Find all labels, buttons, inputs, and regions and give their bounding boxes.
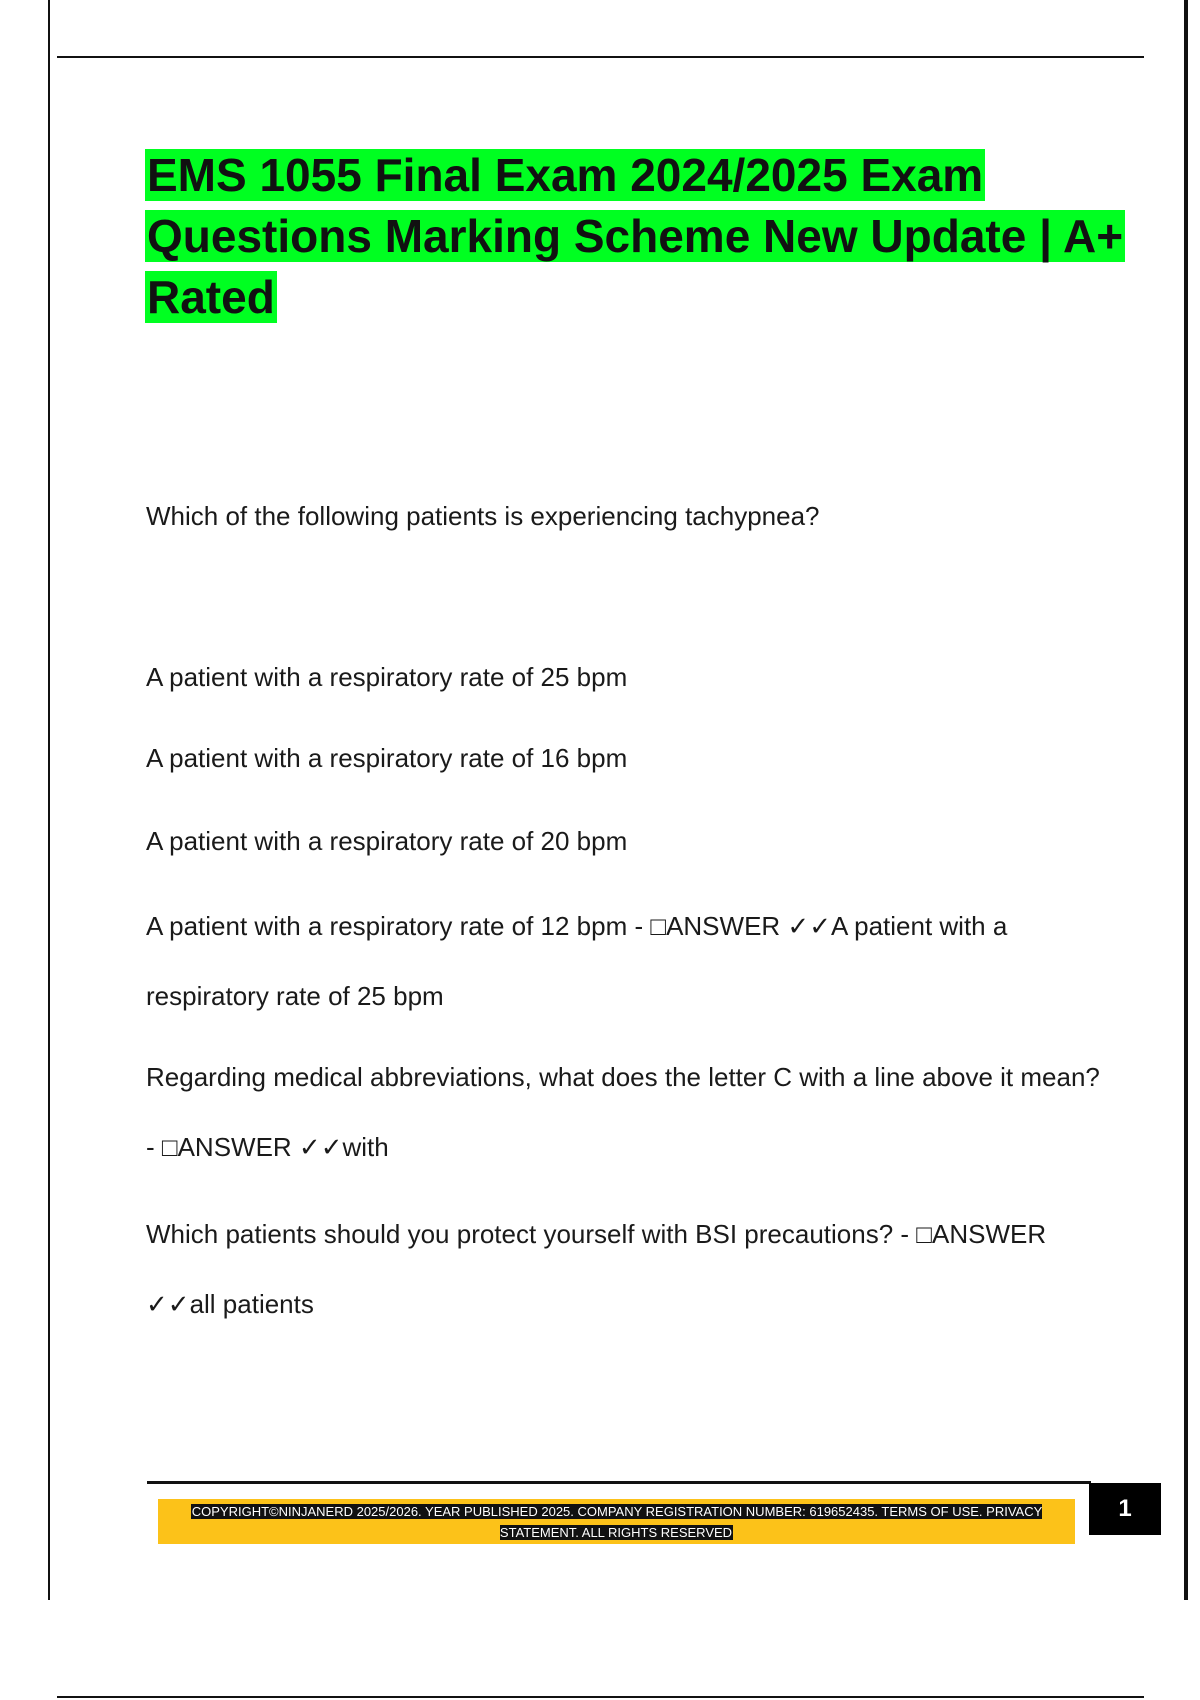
page-number: 1 [1089, 1483, 1161, 1535]
answer-option-3: A patient with a respiratory rate of 20 bpm [146, 826, 628, 856]
footer-copyright [170, 1501, 1063, 1543]
document-title-text: EMS 1055 Final Exam 2024/2025 Exam Questions Marking Scheme New Update | A+ Rated [147, 149, 1124, 323]
answer-option-4-with-answer: A patient with a respiratory rate of 12 bpm - □ANSWER ✓✓A patient with a respiratory rate of 25 bpm [146, 911, 1008, 1011]
answer-option-1: A patient with a respiratory rate of 25 bpm [146, 662, 628, 692]
question-3: Which patients should you protect yourself with BSI precautions? - □ANSWER ✓✓all patients [146, 1219, 1047, 1319]
page-border-right [1184, 0, 1188, 1600]
bottom-rule [57, 1696, 1144, 1698]
answer-option-2: A patient with a respiratory rate of 16 bpm [146, 743, 628, 773]
question-2: Regarding medical abbreviations, what does the letter C with a line above it mean? - □ANSWER ✓✓with [146, 1062, 1100, 1162]
document-title [145, 145, 1125, 328]
question-1: Which of the following patients is experiencing tachypnea? [146, 501, 820, 531]
footer-copyright-text: COPYRIGHT©NINJANERD 2025/2026. YEAR PUBLISHED 2025. COMPANY REGISTRATION NUMBER: 619652435. TERMS OF USE. PRIVACY STATEMENT. ALL RIGHTS RESERVED [191, 1504, 1043, 1540]
page-border-left [48, 0, 50, 1600]
header-rule [57, 56, 1144, 58]
footer-rule [147, 1481, 1091, 1484]
